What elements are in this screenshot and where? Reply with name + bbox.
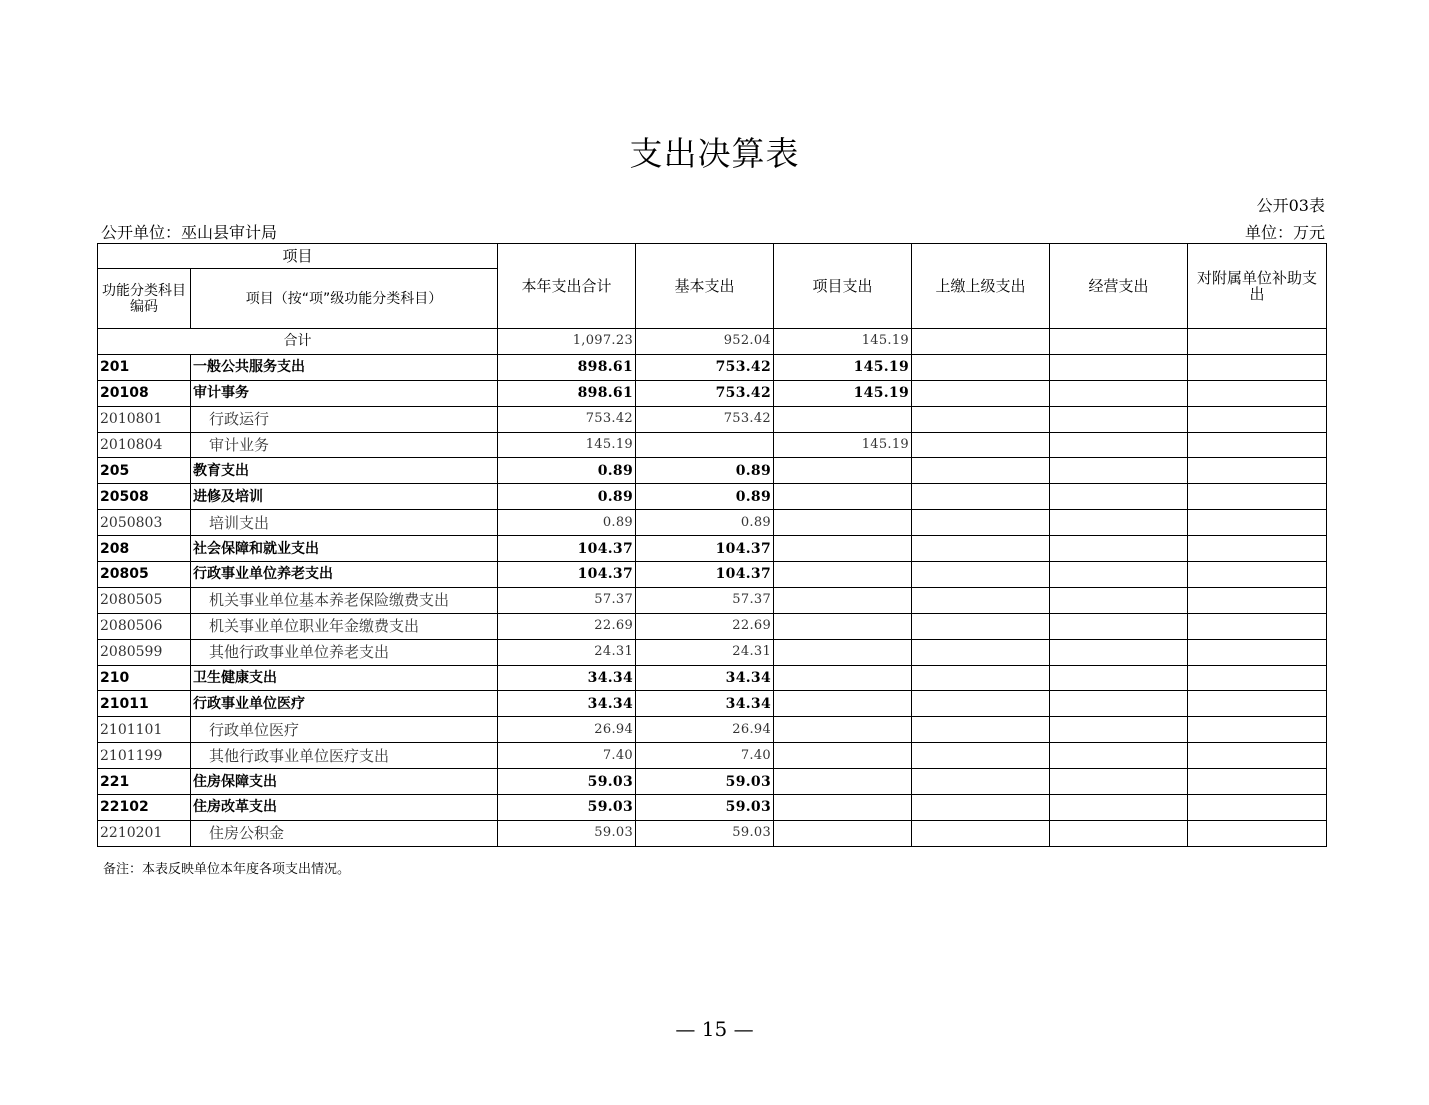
row-subsidiary — [1188, 406, 1327, 432]
row-business — [1050, 769, 1188, 795]
row-upper — [912, 639, 1050, 665]
row-upper — [912, 795, 1050, 821]
table-row — [98, 484, 1327, 510]
row-code: 21011 — [98, 691, 191, 717]
row-project — [774, 510, 912, 536]
row-code: 208 — [98, 536, 191, 562]
row-subsidiary — [1188, 769, 1327, 795]
row-name: 行政运行 — [191, 406, 498, 432]
row-business — [1050, 665, 1188, 691]
table-row — [98, 562, 1327, 588]
header-basic: 基本支出 — [636, 244, 774, 329]
row-project: 145.19 — [774, 380, 912, 406]
row-subsidiary — [1188, 639, 1327, 665]
form-number: 公开03表 — [1256, 196, 1325, 215]
table-row — [98, 406, 1327, 432]
header-code: 功能分类科目编码 — [98, 269, 191, 329]
row-name: 其他行政事业单位养老支出 — [191, 639, 498, 665]
row-business — [1050, 587, 1188, 613]
row-business — [1050, 354, 1188, 380]
row-code: 2210201 — [98, 820, 191, 846]
row-project — [774, 458, 912, 484]
row-basic: 7.40 — [636, 743, 774, 769]
table-row — [98, 665, 1327, 691]
row-name: 一般公共服务支出 — [191, 354, 498, 380]
row-name: 教育支出 — [191, 458, 498, 484]
row-name: 审计事务 — [191, 380, 498, 406]
row-upper — [912, 458, 1050, 484]
row-code: 22102 — [98, 795, 191, 821]
row-total: 59.03 — [498, 820, 636, 846]
header-subsidiary: 对附属单位补助支出 — [1188, 244, 1327, 329]
row-name: 住房保障支出 — [191, 769, 498, 795]
row-business — [1050, 458, 1188, 484]
row-name: 行政单位医疗 — [191, 717, 498, 743]
row-total: 59.03 — [498, 769, 636, 795]
table-row — [98, 639, 1327, 665]
row-business — [1050, 639, 1188, 665]
row-business — [1050, 380, 1188, 406]
table-row — [98, 691, 1327, 717]
total-project: 145.19 — [774, 329, 912, 355]
row-project — [774, 665, 912, 691]
row-subsidiary — [1188, 354, 1327, 380]
row-business — [1050, 717, 1188, 743]
row-upper — [912, 536, 1050, 562]
reporting-unit: 公开单位：巫山县审计局 — [101, 223, 278, 242]
row-business — [1050, 820, 1188, 846]
row-total: 898.61 — [498, 380, 636, 406]
row-total: 145.19 — [498, 432, 636, 458]
total-basic: 952.04 — [636, 329, 774, 355]
row-project: 145.19 — [774, 432, 912, 458]
header-project: 项目 — [98, 244, 498, 269]
page-number: — 15 — — [675, 1017, 754, 1041]
row-name: 住房公积金 — [191, 820, 498, 846]
total-subsidiary — [1188, 329, 1327, 355]
row-name: 行政事业单位养老支出 — [191, 562, 498, 588]
row-total: 753.42 — [498, 406, 636, 432]
row-code: 20508 — [98, 484, 191, 510]
total-label: 合计 — [98, 329, 498, 355]
row-project — [774, 717, 912, 743]
row-business — [1050, 562, 1188, 588]
row-basic: 0.89 — [636, 510, 774, 536]
row-upper — [912, 380, 1050, 406]
row-code: 2080599 — [98, 639, 191, 665]
row-code: 2010804 — [98, 432, 191, 458]
row-total: 57.37 — [498, 587, 636, 613]
row-name: 机关事业单位基本养老保险缴费支出 — [191, 587, 498, 613]
row-business — [1050, 432, 1188, 458]
row-code: 2101199 — [98, 743, 191, 769]
row-name: 社会保障和就业支出 — [191, 536, 498, 562]
row-code: 20108 — [98, 380, 191, 406]
row-upper — [912, 484, 1050, 510]
row-project — [774, 691, 912, 717]
row-upper — [912, 820, 1050, 846]
row-basic: 34.34 — [636, 665, 774, 691]
row-total: 0.89 — [498, 458, 636, 484]
row-project — [774, 820, 912, 846]
row-name: 卫生健康支出 — [191, 665, 498, 691]
row-upper — [912, 587, 1050, 613]
total-amount: 1,097.23 — [498, 329, 636, 355]
row-total: 7.40 — [498, 743, 636, 769]
total-upper — [912, 329, 1050, 355]
row-business — [1050, 510, 1188, 536]
row-subsidiary — [1188, 717, 1327, 743]
row-business — [1050, 406, 1188, 432]
row-basic: 59.03 — [636, 769, 774, 795]
row-business — [1050, 743, 1188, 769]
row-basic: 59.03 — [636, 795, 774, 821]
row-total: 34.34 — [498, 691, 636, 717]
row-name: 进修及培训 — [191, 484, 498, 510]
row-basic: 34.34 — [636, 691, 774, 717]
row-code: 2080505 — [98, 587, 191, 613]
row-subsidiary — [1188, 562, 1327, 588]
row-total: 898.61 — [498, 354, 636, 380]
row-code: 2101101 — [98, 717, 191, 743]
row-name: 培训支出 — [191, 510, 498, 536]
row-total: 22.69 — [498, 613, 636, 639]
page-title: 支出决算表 — [629, 134, 800, 173]
row-basic: 104.37 — [636, 536, 774, 562]
row-business — [1050, 484, 1188, 510]
row-code: 205 — [98, 458, 191, 484]
row-project — [774, 795, 912, 821]
row-project — [774, 484, 912, 510]
row-code: 201 — [98, 354, 191, 380]
row-code: 20805 — [98, 562, 191, 588]
row-business — [1050, 795, 1188, 821]
table-row — [98, 795, 1327, 821]
row-project — [774, 536, 912, 562]
row-code: 2080506 — [98, 613, 191, 639]
row-upper — [912, 743, 1050, 769]
row-name: 其他行政事业单位医疗支出 — [191, 743, 498, 769]
row-total: 0.89 — [498, 484, 636, 510]
row-upper — [912, 406, 1050, 432]
row-upper — [912, 717, 1050, 743]
row-upper — [912, 665, 1050, 691]
row-total: 104.37 — [498, 536, 636, 562]
row-basic: 57.37 — [636, 587, 774, 613]
row-basic: 753.42 — [636, 354, 774, 380]
table-row — [98, 380, 1327, 406]
table-row — [98, 510, 1327, 536]
row-name: 审计业务 — [191, 432, 498, 458]
row-total: 59.03 — [498, 795, 636, 821]
row-subsidiary — [1188, 458, 1327, 484]
row-business — [1050, 691, 1188, 717]
row-subsidiary — [1188, 820, 1327, 846]
table-row — [98, 432, 1327, 458]
header-total: 本年支出合计 — [498, 244, 636, 329]
row-code: 210 — [98, 665, 191, 691]
row-project — [774, 562, 912, 588]
row-basic — [636, 432, 774, 458]
table-row — [98, 536, 1327, 562]
expenditure-table — [97, 243, 1327, 847]
row-total: 26.94 — [498, 717, 636, 743]
currency-unit: 单位：万元 — [1244, 223, 1325, 242]
row-total: 0.89 — [498, 510, 636, 536]
row-subsidiary — [1188, 380, 1327, 406]
row-basic: 26.94 — [636, 717, 774, 743]
table-row — [98, 717, 1327, 743]
row-subsidiary — [1188, 432, 1327, 458]
row-subsidiary — [1188, 536, 1327, 562]
row-subsidiary — [1188, 587, 1327, 613]
row-project — [774, 743, 912, 769]
row-basic: 0.89 — [636, 458, 774, 484]
row-name: 行政事业单位医疗 — [191, 691, 498, 717]
row-name: 住房改革支出 — [191, 795, 498, 821]
row-basic: 753.42 — [636, 406, 774, 432]
header-business: 经营支出 — [1050, 244, 1188, 329]
row-code: 221 — [98, 769, 191, 795]
row-project — [774, 769, 912, 795]
row-project — [774, 406, 912, 432]
row-subsidiary — [1188, 665, 1327, 691]
table-row — [98, 354, 1327, 380]
row-subsidiary — [1188, 613, 1327, 639]
row-upper — [912, 510, 1050, 536]
row-basic: 22.69 — [636, 613, 774, 639]
total-row — [98, 329, 1327, 355]
row-total: 104.37 — [498, 562, 636, 588]
row-code: 2010801 — [98, 406, 191, 432]
row-upper — [912, 613, 1050, 639]
table-row — [98, 769, 1327, 795]
table-note: 备注：本表反映单位本年度各项支出情况。 — [103, 862, 351, 877]
row-upper — [912, 354, 1050, 380]
row-project — [774, 613, 912, 639]
row-subsidiary — [1188, 510, 1327, 536]
row-upper — [912, 769, 1050, 795]
row-basic: 753.42 — [636, 380, 774, 406]
row-subsidiary — [1188, 743, 1327, 769]
row-code: 2050803 — [98, 510, 191, 536]
row-upper — [912, 562, 1050, 588]
row-project — [774, 587, 912, 613]
table-row — [98, 587, 1327, 613]
row-total: 34.34 — [498, 665, 636, 691]
table-row — [98, 458, 1327, 484]
header-project-expense: 项目支出 — [774, 244, 912, 329]
table-row — [98, 820, 1327, 846]
header-upper-remit: 上缴上级支出 — [912, 244, 1050, 329]
row-project — [774, 639, 912, 665]
row-upper — [912, 432, 1050, 458]
row-subsidiary — [1188, 691, 1327, 717]
header-name: 项目（按“项”级功能分类科目） — [191, 269, 498, 329]
row-name: 机关事业单位职业年金缴费支出 — [191, 613, 498, 639]
row-project: 145.19 — [774, 354, 912, 380]
row-total: 24.31 — [498, 639, 636, 665]
row-basic: 104.37 — [636, 562, 774, 588]
row-upper — [912, 691, 1050, 717]
row-subsidiary — [1188, 795, 1327, 821]
total-business — [1050, 329, 1188, 355]
row-basic: 0.89 — [636, 484, 774, 510]
row-basic: 59.03 — [636, 820, 774, 846]
row-business — [1050, 536, 1188, 562]
table-row — [98, 613, 1327, 639]
row-subsidiary — [1188, 484, 1327, 510]
row-basic: 24.31 — [636, 639, 774, 665]
row-business — [1050, 613, 1188, 639]
table-row — [98, 743, 1327, 769]
header-row-1 — [98, 244, 1327, 269]
